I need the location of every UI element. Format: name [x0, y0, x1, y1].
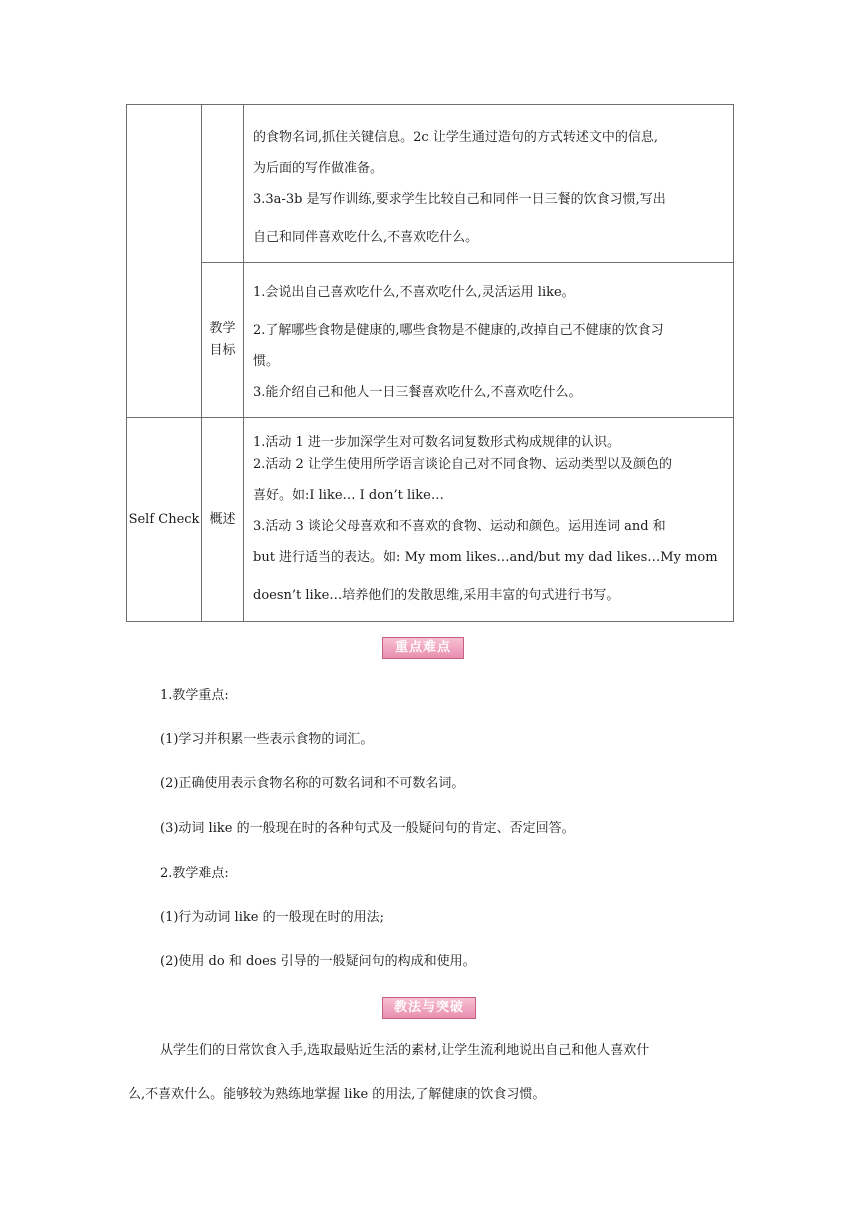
text-line: doesn’t like…培养他们的发散思维,采用丰富的句式进行书写。: [253, 588, 620, 603]
table-cell-label: 概述: [202, 418, 244, 622]
text-line: 喜好。如:I like… I don’t like…: [253, 488, 444, 503]
text-line: but 进行适当的表达。如: My mom likes…and/but my dad likes…My mom: [253, 550, 718, 565]
table-row: [127, 418, 734, 622]
text-line: 惯。: [253, 354, 280, 369]
paragraph-line: (1)行为动词 like 的一般现在时的用法;: [160, 910, 384, 925]
paragraph-line: 么,不喜欢什么。能够较为熟练地掌握 like 的用法,了解健康的饮食习惯。: [128, 1087, 546, 1102]
text-line: 2.了解哪些食物是健康的,哪些食物是不健康的,改掉自己不健康的饮食习: [253, 323, 664, 338]
table-cell-empty: [202, 105, 244, 263]
text-line: 的食物名词,抓住关键信息。2c 让学生通过造句的方式转述文中的信息,: [253, 129, 658, 145]
table-cell-label: [202, 263, 244, 418]
table-cell-empty: [127, 105, 202, 418]
lesson-table: [126, 104, 734, 622]
paragraph-line: (2)使用 do 和 does 引导的一般疑问句的构成和使用。: [160, 954, 476, 969]
paragraph: [128, 1040, 738, 1106]
paragraph-line: (3)动词 like 的一般现在时的各种句式及一般疑问句的肯定、否定回答。: [160, 821, 575, 836]
paragraph-line: 1.教学重点:: [160, 688, 229, 703]
paragraph-line: (2)正确使用表示食物名称的可数名词和不可数名词。: [160, 776, 465, 791]
table-row: [127, 105, 734, 263]
text-line: 自己和同伴喜欢吃什么,不喜欢吃什么。: [253, 229, 479, 245]
paragraph-line: 从学生们的日常饮食入手,选取最贴近生活的素材,让学生流利地说出自己和他人喜欢什: [160, 1043, 650, 1058]
table-cell-content: [244, 263, 734, 418]
section-badge-methods: 教法与突破: [382, 997, 476, 1019]
text-line: 为后面的写作做准备。: [253, 160, 384, 176]
paragraph-line: (1)学习并积累一些表示食物的词汇。: [160, 732, 374, 747]
text-line: 3.活动 3 谈论父母喜欢和不喜欢的食物、运动和颜色。运用连词 and 和: [253, 519, 666, 534]
text-line: 1.活动 1 进一步加深学生对可数名词复数形式构成规律的认识。: [253, 435, 620, 450]
text-line: 1.会说出自己喜欢吃什么,不喜欢吃什么,灵活运用 like。: [253, 285, 575, 300]
cell-label: 目标: [209, 343, 236, 358]
text-line: 3.3a-3b 是写作训练,要求学生比较自己和同伴一日三餐的饮食习惯,写出: [253, 191, 666, 207]
table-cell-label: Self Check: [127, 418, 202, 622]
table-row: [127, 263, 734, 418]
cell-label: 教学: [209, 321, 236, 336]
table-cell-content: [244, 418, 734, 622]
section-badge-key-points: 重点难点: [382, 637, 464, 659]
table-cell-content: [244, 105, 734, 263]
text-line: 2.活动 2 让学生使用所学语言谈论自己对不同食物、运动类型以及颜色的: [253, 457, 672, 472]
paragraph-line: 2.教学难点:: [160, 866, 229, 881]
text-line: 3.能介绍自己和他人一日三餐喜欢吃什么,不喜欢吃什么。: [253, 385, 582, 400]
